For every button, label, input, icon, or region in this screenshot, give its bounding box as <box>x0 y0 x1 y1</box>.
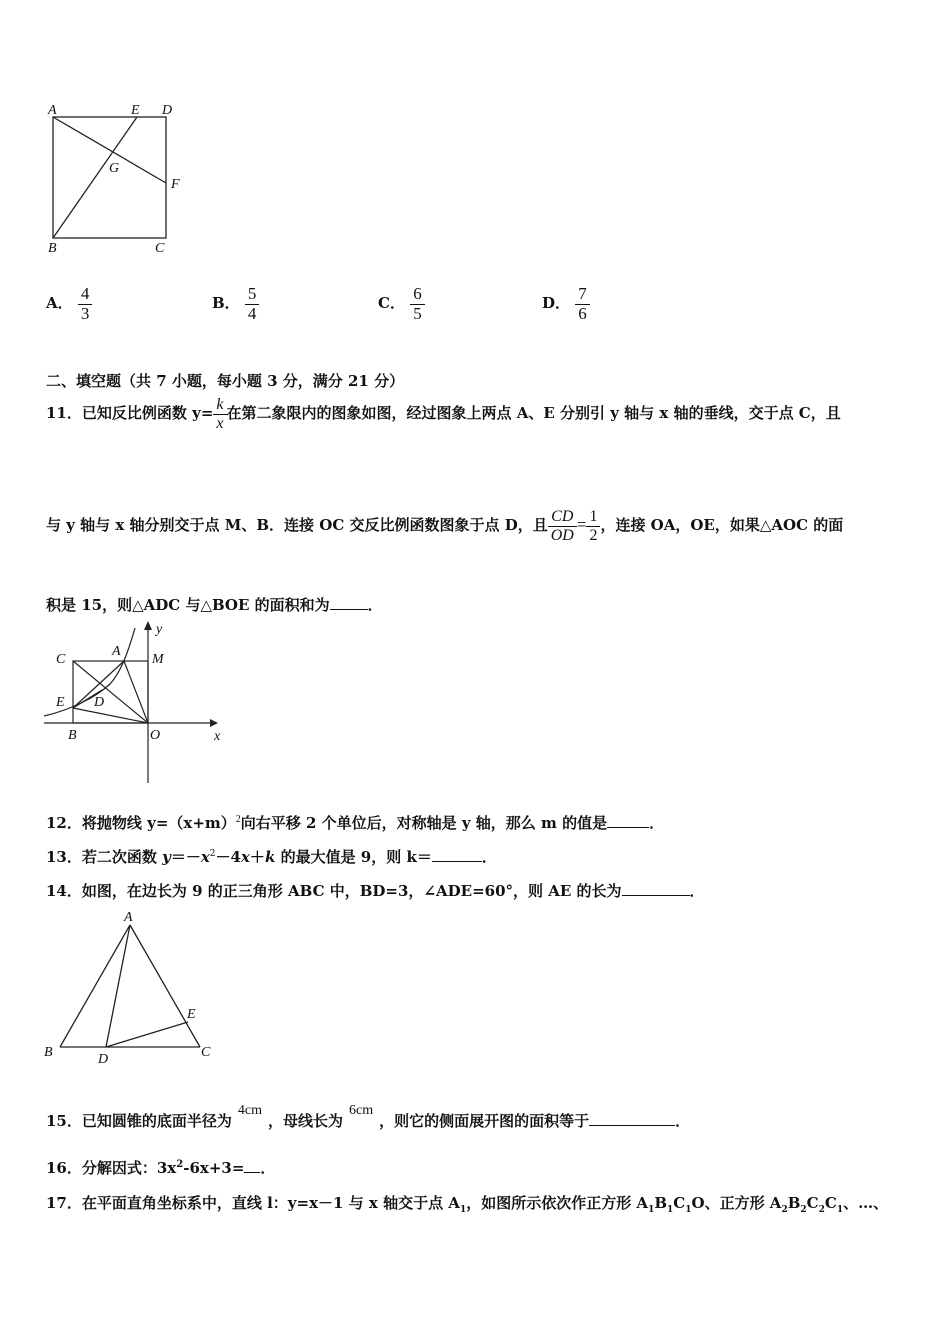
label-C: C <box>155 241 165 256</box>
label-C: C <box>201 1045 211 1060</box>
q11-line2: 与 y 轴与 x 轴分别交于点 M、B．连接 OC 交反比例函数图象于点 D，且 $\frac{CD}{OD}$ = $\frac{1}{2}$ ，连接 OA，OE，如果△AOC 的面 <box>46 508 844 544</box>
option-b: B． $\frac{5}{4}$ <box>212 285 259 323</box>
label-B: B <box>44 1045 53 1060</box>
q11-line3: 积是 15，则△ADC 与△BOE 的面积和为 ． <box>46 596 383 614</box>
section-title: 二、填空题（共 7 小题，每小题 3 分，满分 21 分） <box>46 372 405 390</box>
label-D: D <box>98 1052 109 1067</box>
q14: 14．如图，在边长为 9 的正三角形 ABC 中，BD=3，∠ADE=60°，则 AE 的长为 ． <box>46 882 705 900</box>
label-E: E <box>131 103 140 118</box>
label-B: B <box>68 728 77 743</box>
label-B: B <box>48 241 57 256</box>
label-M: M <box>152 652 164 667</box>
label-x: x <box>214 729 221 744</box>
label-D: D <box>94 695 105 710</box>
q17: 17．在平面直角坐标系中，直线 l：y=x－1 与 x 轴交于点 $A_1$，如图所示依次作正方形 $A_1B_1C_1O$、正方形 $A_2B_2C_2C_1$、…、 <box>46 1194 889 1215</box>
square-figure <box>40 95 200 260</box>
q16: 16．分解因式：$3x^2-6x+3=$ ． <box>46 1159 276 1177</box>
label-E: E <box>187 1007 196 1022</box>
label-E: E <box>56 695 65 710</box>
hyperbola-figure <box>40 618 240 788</box>
answer-blank <box>330 609 368 610</box>
label-D: D <box>162 103 173 118</box>
q15: 15．已知圆锥的底面半径为4cm，母线长为6cm，则它的侧面展开图的面积等于 ． <box>46 1103 691 1130</box>
label-G: G <box>109 161 120 176</box>
triangle-figure <box>40 905 230 1070</box>
label-O: O <box>150 728 161 743</box>
label-C: C <box>56 652 66 667</box>
q11-line1: 11．已知反比例函数 y= $\frac{k}{x}$ 在第二象限内的图象如图，经过图象上两点 A、E 分别引 y 轴与 x 轴的垂线，交于点 C，且 <box>46 396 841 432</box>
label-A: A <box>48 103 57 118</box>
answer-blank <box>244 1172 260 1173</box>
q13: 13．若二次函数 $y=-x^2-4x+k$ 的最大值是 9，则 k＝ ． <box>46 848 497 866</box>
option-a: A． $\frac{4}{3}$ <box>46 285 92 323</box>
label-A: A <box>112 644 121 659</box>
option-c: C． $\frac{6}{5}$ <box>378 285 425 323</box>
q12: 12．将抛物线 $y=(x+m)^2$向右平移 2 个单位后，对称轴是 y 轴，那么 m 的值是 ． <box>46 814 665 832</box>
answer-blank <box>607 827 649 828</box>
option-d: D． $\frac{7}{6}$ <box>542 285 590 323</box>
answer-blank <box>589 1125 675 1126</box>
answer-blank <box>432 861 482 862</box>
label-A: A <box>124 910 133 925</box>
label-y: y <box>156 622 163 637</box>
answer-blank <box>622 895 690 896</box>
label-F: F <box>171 177 180 192</box>
